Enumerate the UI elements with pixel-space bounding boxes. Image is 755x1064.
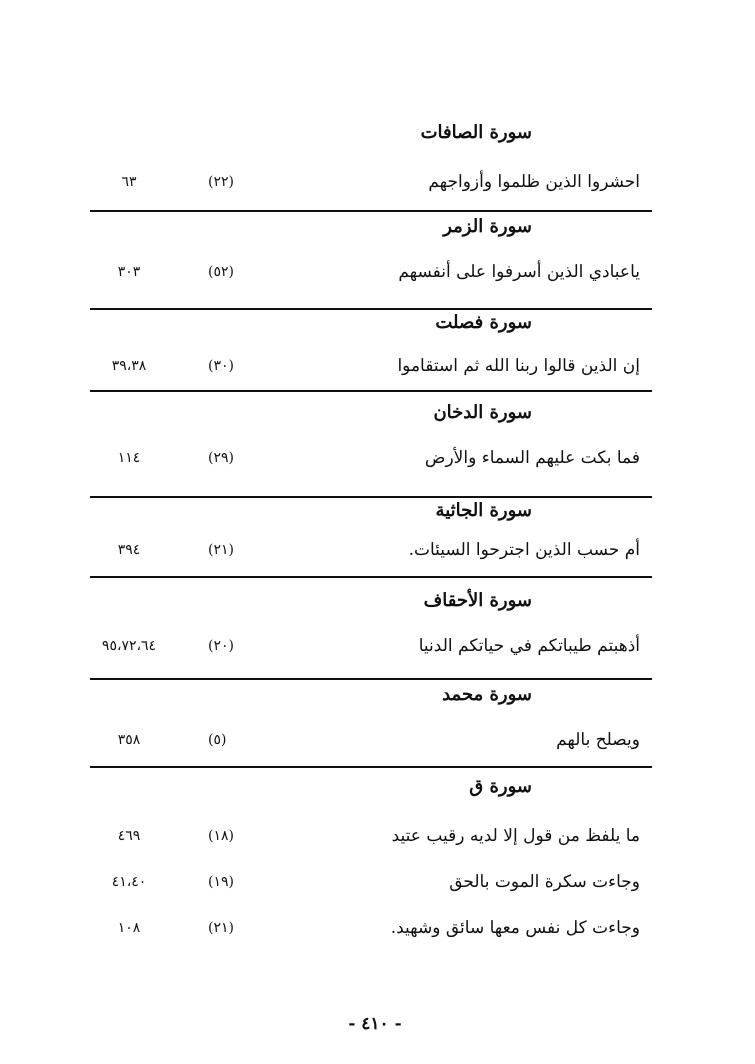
surah-section [90, 402, 652, 498]
ayah-number: (٣٠) [208, 358, 234, 374]
ayah-number: (٢٩) [208, 450, 234, 466]
ayah-number: (٥٢) [208, 264, 234, 280]
page-number: - ٤١٠ - [348, 1014, 402, 1034]
ayah-number: (١٨) [208, 828, 234, 844]
verse-row [90, 636, 652, 666]
page-reference: ١١٤ [117, 450, 141, 466]
surah-section [90, 312, 652, 392]
surah-title: سورة محمد [442, 684, 532, 705]
ayah-number: (٥) [208, 732, 227, 748]
verse-row [90, 172, 652, 202]
ayah-number: (٢١) [208, 920, 234, 936]
page-reference: ٣٠٣ [117, 264, 141, 280]
surah-section [90, 684, 652, 768]
verse-row [90, 540, 652, 570]
page-reference: ٤٦٩ [117, 828, 141, 844]
verse-text: وجاءت سكرة الموت بالحق [449, 872, 640, 892]
verse-row [90, 730, 652, 760]
ayah-number: (١٩) [208, 874, 234, 890]
verse-text: ما يلفظ من قول إلا لديه رقيب عتيد [391, 826, 640, 846]
surah-title: سورة ق [469, 776, 532, 797]
surah-section [90, 122, 652, 212]
surah-section [90, 500, 652, 578]
surah-title: سورة الزمر [443, 216, 532, 237]
surah-section [90, 776, 652, 956]
verse-row [90, 872, 652, 902]
surah-title: سورة الأحقاف [423, 590, 532, 611]
ayah-number: (٢١) [208, 542, 234, 558]
ayah-number: (٢٠) [208, 638, 234, 654]
page-reference: ٣٩٤ [117, 542, 141, 558]
verse-text: ويصلح بالهم [556, 730, 640, 750]
verse-row [90, 826, 652, 856]
surah-section [90, 590, 652, 680]
page-reference: ٤١،٤٠ [111, 874, 147, 890]
verse-row [90, 448, 652, 478]
surah-title: سورة الجاثية [435, 500, 532, 521]
surah-section [90, 216, 652, 310]
verse-text: أم حسب الذين اجترحوا السيئات. [408, 540, 640, 560]
page-reference: ٦٣ [121, 174, 137, 190]
verse-row [90, 262, 652, 292]
verse-text: فما بكت عليهم السماء والأرض [424, 448, 640, 468]
page-reference: ١٠٨ [117, 920, 141, 936]
ayah-number: (٢٢) [208, 174, 234, 190]
verse-text: احشروا الذين ظلموا وأزواجهم [428, 172, 640, 192]
verse-text: ياعبادي الذين أسرفوا على أنفسهم [398, 262, 640, 282]
page-reference: ٩٥،٧٢،٦٤ [101, 638, 157, 654]
page-reference: ٣٥٨ [117, 732, 141, 748]
surah-title: سورة فصلت [435, 312, 532, 333]
surah-title: سورة الدخان [433, 402, 532, 423]
verse-text: وجاءت كل نفس معها سائق وشهيد. [390, 918, 640, 938]
verse-row [90, 356, 652, 386]
page-reference: ٣٩،٣٨ [111, 358, 147, 374]
verse-row [90, 918, 652, 948]
verse-text: أذهبتم طيباتكم في حياتكم الدنيا [418, 636, 640, 656]
surah-title: سورة الصافات [420, 122, 532, 143]
verse-text: إن الذين قالوا ربنا الله ثم استقاموا [397, 356, 640, 376]
